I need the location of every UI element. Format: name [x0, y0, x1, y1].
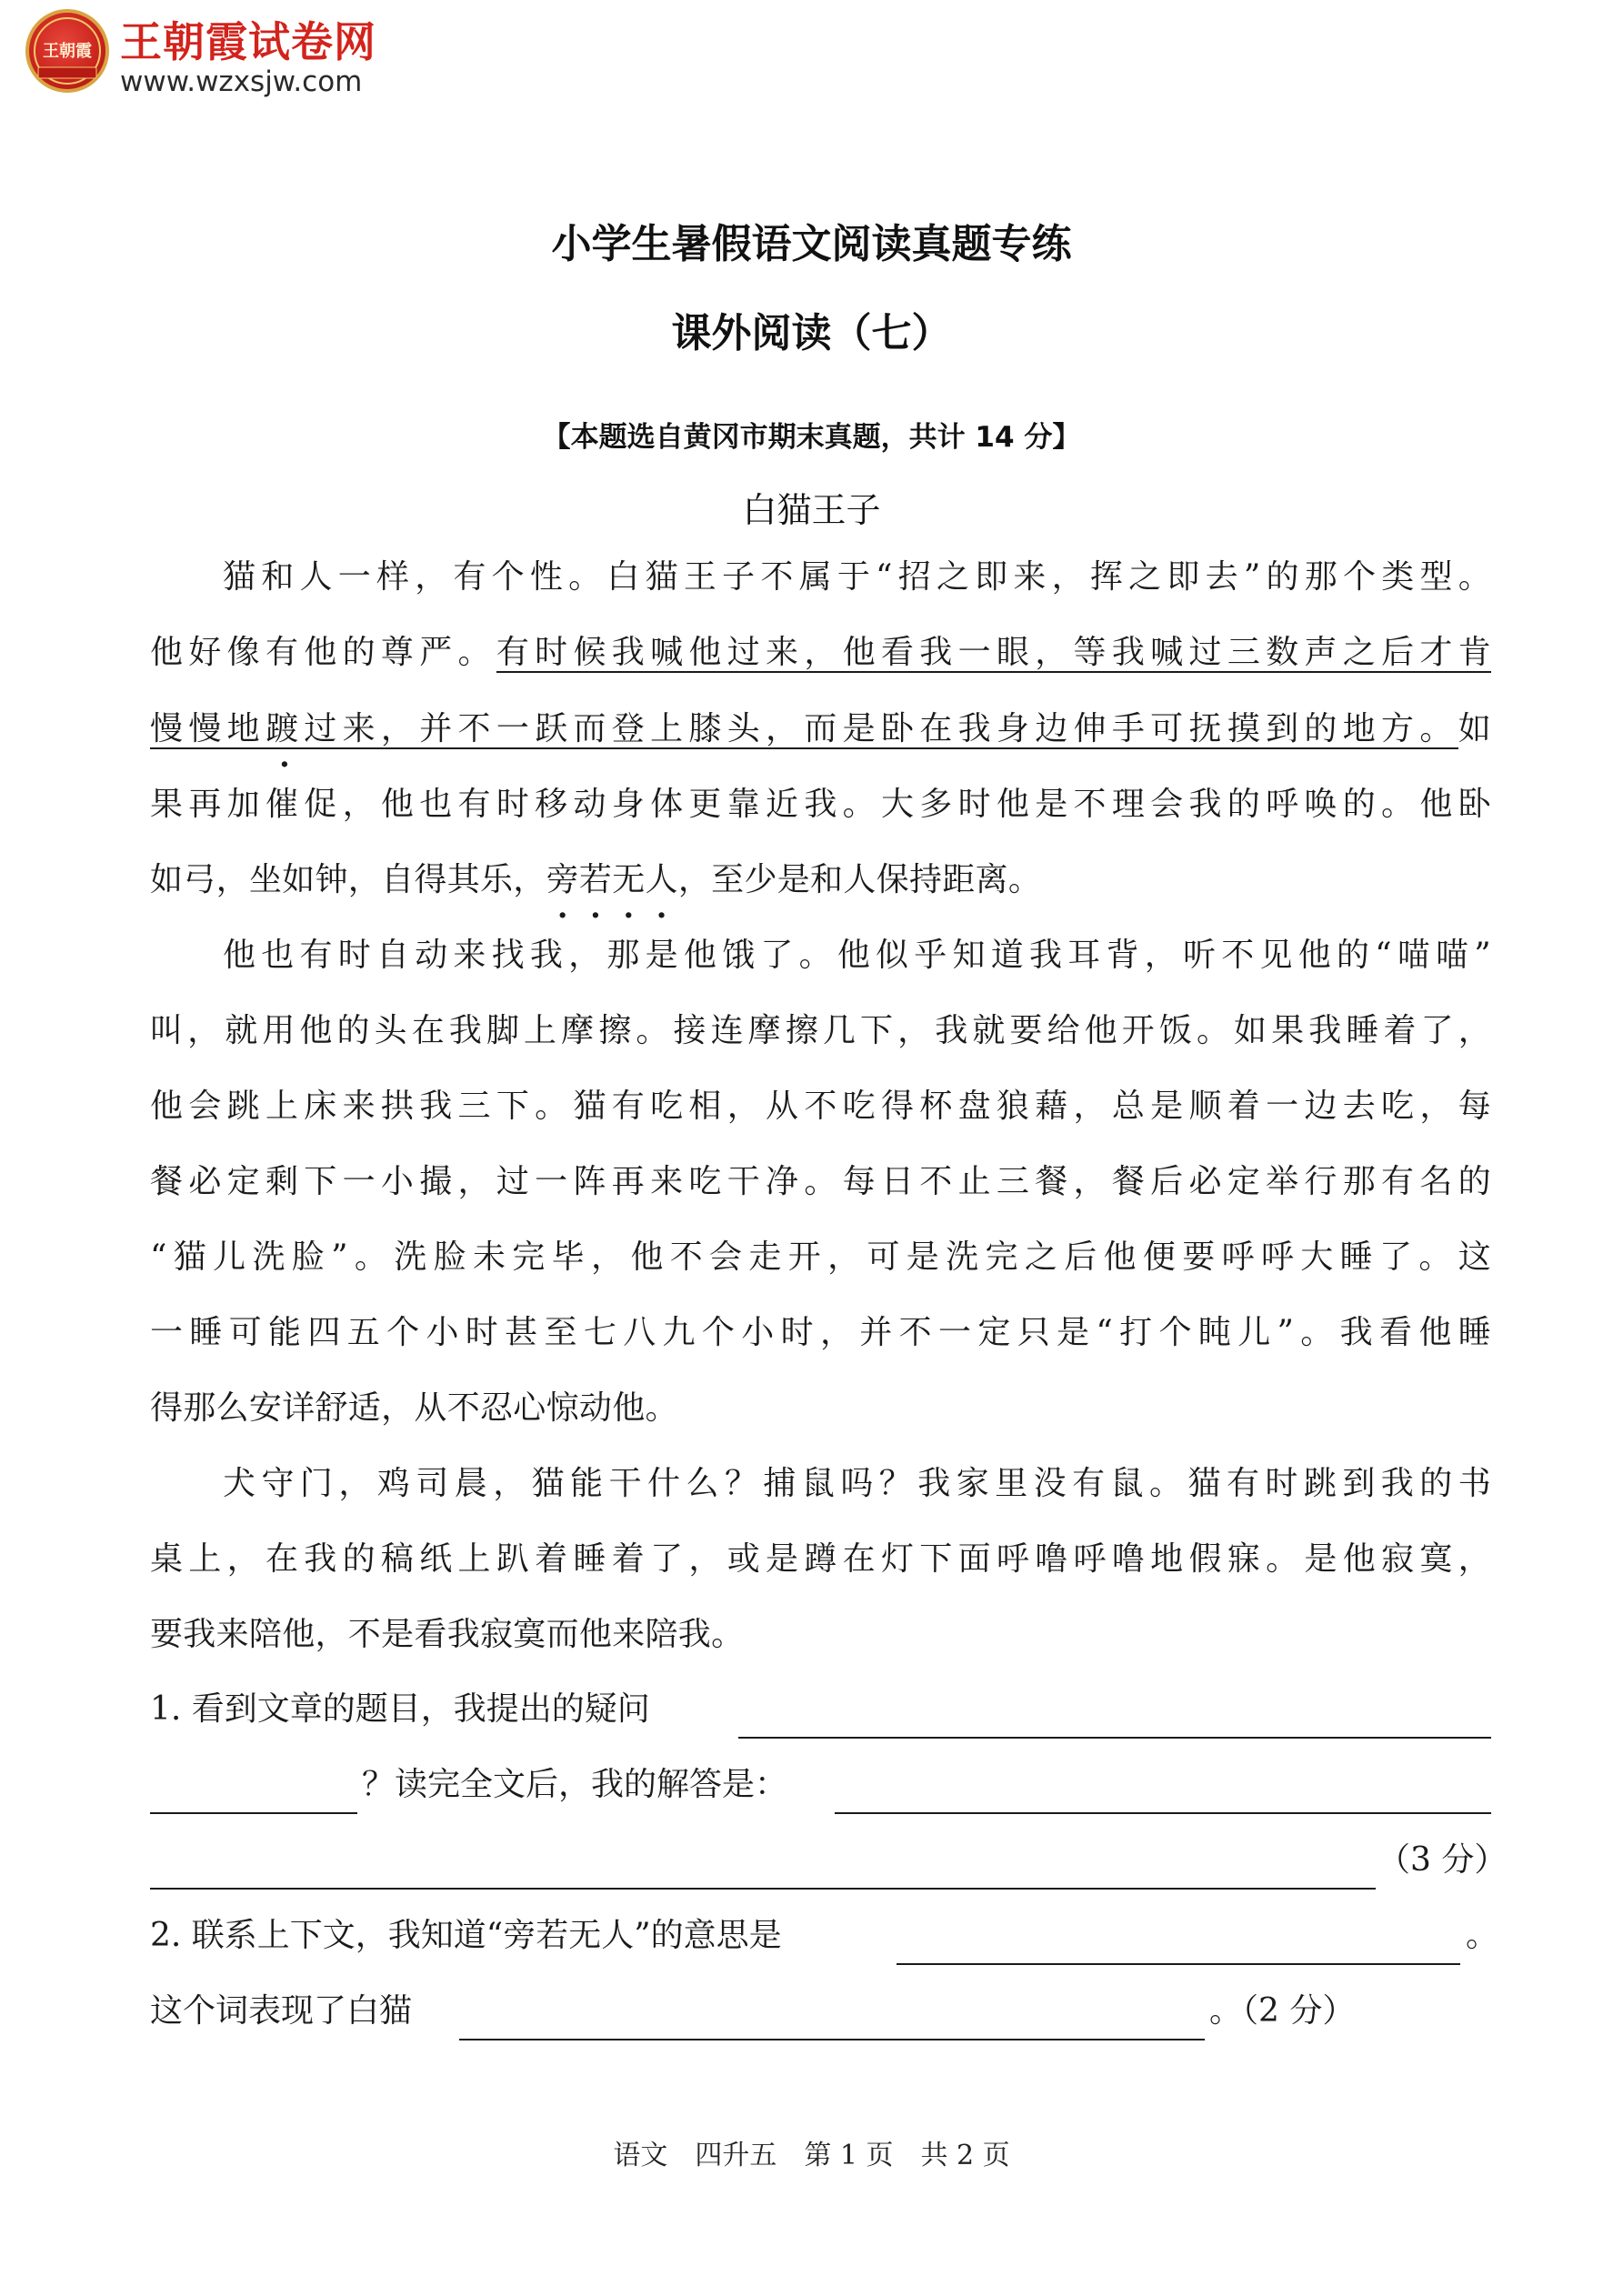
passage-line: 猫和人一样，有个性。白猫王子不属于“招之即来，挥之即去”的那个类型。: [223, 558, 1491, 596]
answer-blank[interactable]: [150, 1888, 1376, 1890]
question-1-followup: ？读完全文后，我的解答是：: [362, 1766, 788, 1803]
dotted-char: 无: [612, 861, 646, 898]
question-2-score: 。（2 分）: [1209, 1992, 1356, 2030]
passage-line: 他好像有他的尊严。有时候我喊他过来，他看我一眼，等我喊过三数声之后才肯: [150, 634, 1492, 671]
answer-blank[interactable]: [835, 1812, 1491, 1814]
page-title: 小学生暑假语文阅读真题专练: [551, 221, 1072, 267]
dotted-char: 旁: [546, 861, 579, 898]
underlined-sentence: 有时候我喊他过来，他看我一眼，等我喊过三数声之后才肯: [496, 634, 1492, 671]
question-1-score: （3 分）: [1378, 1841, 1508, 1879]
passage-line: 他也有时自动来找我，那是他饿了。他似乎知道我耳背，听不见他的“喵喵”: [223, 937, 1491, 974]
answer-blank[interactable]: [150, 1812, 357, 1814]
passage-line: 一睡可能四五个小时甚至七八九个小时，并不一定只是“打个盹儿”。我看他睡: [150, 1314, 1491, 1351]
underlined-sentence: 慢慢地踱过来，并不一跃而登上膝头，而是卧在我身边伸手可抚摸到的地方。: [150, 710, 1458, 747]
dotted-char: 踱: [265, 710, 305, 747]
answer-blank[interactable]: [897, 1963, 1460, 1965]
svg-text:王朝霞: 王朝霞: [43, 42, 92, 61]
question-1-prompt: 1. 看到文章的题目，我提出的疑问: [150, 1690, 650, 1728]
answer-blank[interactable]: [738, 1737, 1491, 1739]
story-title: 白猫王子: [742, 490, 881, 530]
watermark-logo: [25, 4, 426, 102]
passage-line: 慢慢地踱过来，并不一跃而登上膝头，而是卧在我身边伸手可抚摸到的地方。如: [150, 710, 1491, 747]
passage-line: 犬守门，鸡司晨，猫能干什么？捕鼠吗？我家里没有鼠。猫有时跳到我的书: [223, 1465, 1491, 1502]
page-footer: 语文 四升五 第 1 页 共 2 页: [613, 2140, 1010, 2171]
dotted-char: 若: [578, 861, 613, 898]
passage-line: 果再加催促，他也有时移动身体更靠近我。大多时他是不理会我的呼唤的。他卧: [150, 786, 1491, 823]
passage-line: 他会跳上床来拱我三下。猫有吃相，从不吃得杯盘狼藉，总是顺着一边去吃，每: [150, 1088, 1491, 1125]
page-subtitle: 课外阅读（七）: [671, 310, 952, 356]
question-2-end: 。: [1466, 1917, 1499, 1954]
passage-line: 叫，就用他的头在我脚上摩擦。接连摩擦几下，我就要给他开饭。如果我睡着了，: [150, 1012, 1491, 1049]
passage-line: 餐必定剩下一小撮，过一阵再来吃干净。每日不止三餐，餐后必定举行那有名的: [150, 1163, 1491, 1200]
source-note: 【本题选自黄冈市期末真题，共计 14 分】: [542, 421, 1081, 454]
passage-line: 如弓，坐如钟，自得其乐，旁若无人，至少是和人保持距离。: [150, 861, 1042, 898]
answer-blank[interactable]: [459, 2039, 1205, 2040]
brand-name: 王朝霞试卷网: [120, 17, 376, 66]
passage-line: 要我来陪他，不是看我寂寞而他来陪我。: [150, 1616, 745, 1653]
passage-line: “猫儿洗脸”。洗脸未完毕，他不会走开，可是洗完之后他便要呼呼大睡了。这: [150, 1238, 1491, 1276]
dotted-char: 人: [645, 861, 678, 898]
question-2-line2: 这个词表现了白猫: [150, 1992, 413, 2030]
question-2-prompt: 2. 联系上下文，我知道“旁若无人”的意思是: [150, 1917, 782, 1954]
passage-line: 得那么安详舒适，从不忍心惊动他。: [150, 1389, 678, 1427]
seal-emblem-icon: [25, 9, 109, 93]
passage-line: 桌上，在我的稿纸上趴着睡着了，或是蹲在灯下面呼噜呼噜地假寐。是他寂寞，: [150, 1540, 1491, 1578]
brand-url: www.wzxsjw.com: [120, 65, 363, 98]
